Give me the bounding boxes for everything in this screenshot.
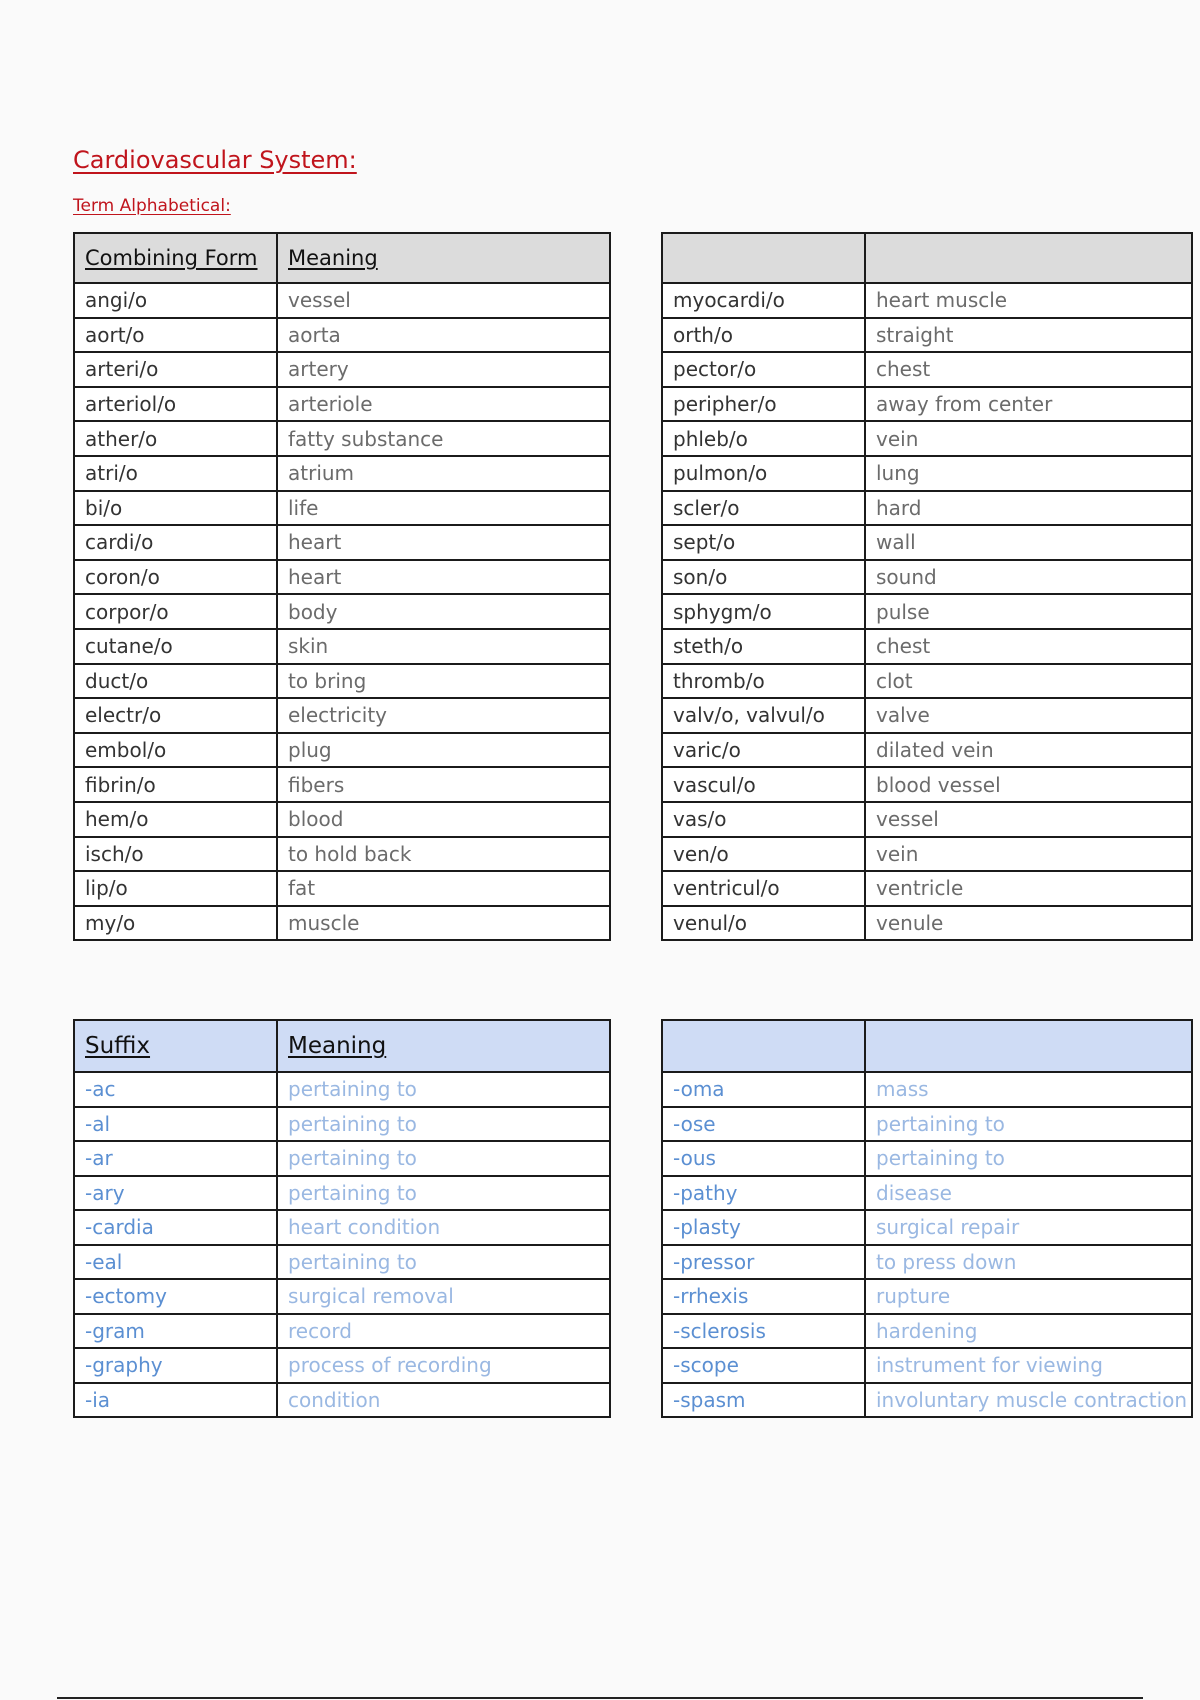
table-row bbox=[662, 767, 1192, 802]
term-cell: bi/o bbox=[74, 491, 277, 526]
column-header-combining-form: Combining Form bbox=[74, 233, 277, 283]
term-cell: embol/o bbox=[74, 733, 277, 768]
table-row bbox=[662, 352, 1192, 387]
table-row bbox=[74, 352, 610, 387]
table-row bbox=[74, 1279, 610, 1314]
meaning-cell: electricity bbox=[277, 698, 610, 733]
term-cell: pulmon/o bbox=[662, 456, 865, 491]
term-cell: sept/o bbox=[662, 525, 865, 560]
term-cell: angi/o bbox=[74, 283, 277, 318]
meaning-cell: to hold back bbox=[277, 837, 610, 872]
table-row bbox=[662, 1141, 1192, 1176]
term-cell: atri/o bbox=[74, 456, 277, 491]
meaning-cell: blood vessel bbox=[865, 767, 1192, 802]
table-row bbox=[74, 802, 610, 837]
meaning-cell: surgical repair bbox=[865, 1210, 1192, 1245]
meaning-cell: blood bbox=[277, 802, 610, 837]
table-row bbox=[662, 1072, 1192, 1107]
column-header-meaning: Meaning bbox=[277, 233, 610, 283]
term-cell: coron/o bbox=[74, 560, 277, 595]
table-row bbox=[74, 733, 610, 768]
table-header-row bbox=[74, 1020, 610, 1072]
meaning-cell: body bbox=[277, 594, 610, 629]
table-row bbox=[662, 387, 1192, 422]
meaning-cell: arteriole bbox=[277, 387, 610, 422]
meaning-cell: aorta bbox=[277, 318, 610, 353]
table-row bbox=[662, 456, 1192, 491]
table-row bbox=[662, 1314, 1192, 1349]
term-cell: corpor/o bbox=[74, 594, 277, 629]
meaning-cell: vessel bbox=[865, 802, 1192, 837]
term-cell: -eal bbox=[74, 1245, 277, 1280]
table-row bbox=[662, 802, 1192, 837]
term-cell: electr/o bbox=[74, 698, 277, 733]
term-cell: scler/o bbox=[662, 491, 865, 526]
meaning-cell: hard bbox=[865, 491, 1192, 526]
term-cell: steth/o bbox=[662, 629, 865, 664]
term-cell: -oma bbox=[662, 1072, 865, 1107]
meaning-cell: surgical removal bbox=[277, 1279, 610, 1314]
meaning-cell: clot bbox=[865, 664, 1192, 699]
term-cell: isch/o bbox=[74, 837, 277, 872]
table-row bbox=[662, 871, 1192, 906]
term-cell: -pressor bbox=[662, 1245, 865, 1280]
meaning-cell: pertaining to bbox=[277, 1072, 610, 1107]
table-row bbox=[662, 283, 1192, 318]
column-header-empty bbox=[662, 1020, 865, 1072]
table-row bbox=[662, 1176, 1192, 1211]
table-row bbox=[662, 906, 1192, 941]
page-title: Cardiovascular System: bbox=[73, 146, 357, 174]
meaning-cell: skin bbox=[277, 629, 610, 664]
term-cell: cutane/o bbox=[74, 629, 277, 664]
term-cell: ather/o bbox=[74, 421, 277, 456]
table-row bbox=[662, 1348, 1192, 1383]
term-cell: -ac bbox=[74, 1072, 277, 1107]
table-row bbox=[662, 837, 1192, 872]
term-cell: -cardia bbox=[74, 1210, 277, 1245]
meaning-cell: pertaining to bbox=[865, 1141, 1192, 1176]
table-row bbox=[74, 421, 610, 456]
term-cell: -graphy bbox=[74, 1348, 277, 1383]
term-cell: -ia bbox=[74, 1383, 277, 1418]
term-cell: aort/o bbox=[74, 318, 277, 353]
table-row bbox=[74, 906, 610, 941]
column-header-meaning: Meaning bbox=[277, 1020, 610, 1072]
table-row bbox=[74, 283, 610, 318]
table-row bbox=[662, 1107, 1192, 1142]
meaning-cell: disease bbox=[865, 1176, 1192, 1211]
meaning-cell: valve bbox=[865, 698, 1192, 733]
term-cell: vas/o bbox=[662, 802, 865, 837]
term-cell: arteri/o bbox=[74, 352, 277, 387]
meaning-cell: ventricle bbox=[865, 871, 1192, 906]
table-row bbox=[74, 318, 610, 353]
column-header-empty bbox=[865, 233, 1192, 283]
meaning-cell: vein bbox=[865, 837, 1192, 872]
term-cell: valv/o, valvul/o bbox=[662, 698, 865, 733]
meaning-cell: sound bbox=[865, 560, 1192, 595]
term-cell: -ous bbox=[662, 1141, 865, 1176]
table-row bbox=[662, 525, 1192, 560]
combining-form-table-right bbox=[661, 232, 1193, 941]
term-cell: peripher/o bbox=[662, 387, 865, 422]
table-row bbox=[662, 491, 1192, 526]
meaning-cell: dilated vein bbox=[865, 733, 1192, 768]
term-cell: -plasty bbox=[662, 1210, 865, 1245]
table-row bbox=[74, 1383, 610, 1418]
term-cell: orth/o bbox=[662, 318, 865, 353]
table-row bbox=[74, 491, 610, 526]
meaning-cell: rupture bbox=[865, 1279, 1192, 1314]
meaning-cell: lung bbox=[865, 456, 1192, 491]
term-cell: varic/o bbox=[662, 733, 865, 768]
table-row bbox=[74, 698, 610, 733]
term-cell: -scope bbox=[662, 1348, 865, 1383]
term-cell: ven/o bbox=[662, 837, 865, 872]
table-row bbox=[662, 1279, 1192, 1314]
table-row bbox=[74, 1072, 610, 1107]
combining-form-table-left bbox=[73, 232, 611, 941]
meaning-cell: to bring bbox=[277, 664, 610, 699]
term-cell: hem/o bbox=[74, 802, 277, 837]
meaning-cell: pertaining to bbox=[277, 1141, 610, 1176]
meaning-cell: pertaining to bbox=[277, 1245, 610, 1280]
table-row bbox=[662, 1210, 1192, 1245]
term-cell: thromb/o bbox=[662, 664, 865, 699]
table-row bbox=[662, 318, 1192, 353]
meaning-cell: record bbox=[277, 1314, 610, 1349]
table-row bbox=[74, 525, 610, 560]
term-cell: phleb/o bbox=[662, 421, 865, 456]
table-row bbox=[74, 1348, 610, 1383]
meaning-cell: fibers bbox=[277, 767, 610, 802]
table-header-row bbox=[662, 1020, 1192, 1072]
meaning-cell: straight bbox=[865, 318, 1192, 353]
meaning-cell: wall bbox=[865, 525, 1192, 560]
table-row bbox=[662, 698, 1192, 733]
meaning-cell: muscle bbox=[277, 906, 610, 941]
term-cell: -ary bbox=[74, 1176, 277, 1211]
suffix-table-left bbox=[73, 1019, 611, 1418]
term-cell: ventricul/o bbox=[662, 871, 865, 906]
term-cell: lip/o bbox=[74, 871, 277, 906]
table-row bbox=[74, 664, 610, 699]
meaning-cell: condition bbox=[277, 1383, 610, 1418]
meaning-cell: instrument for viewing bbox=[865, 1348, 1192, 1383]
meaning-cell: pertaining to bbox=[865, 1107, 1192, 1142]
term-cell: duct/o bbox=[74, 664, 277, 699]
meaning-cell: pertaining to bbox=[277, 1107, 610, 1142]
meaning-cell: pulse bbox=[865, 594, 1192, 629]
term-cell: -sclerosis bbox=[662, 1314, 865, 1349]
term-cell: myocardi/o bbox=[662, 283, 865, 318]
table-row bbox=[662, 664, 1192, 699]
meaning-cell: life bbox=[277, 491, 610, 526]
meaning-cell: heart bbox=[277, 525, 610, 560]
term-cell: my/o bbox=[74, 906, 277, 941]
meaning-cell: fatty substance bbox=[277, 421, 610, 456]
table-row bbox=[74, 594, 610, 629]
term-cell: -rrhexis bbox=[662, 1279, 865, 1314]
table-row bbox=[74, 767, 610, 802]
table-row bbox=[662, 1383, 1192, 1418]
table-row bbox=[74, 1141, 610, 1176]
table-header-row bbox=[662, 233, 1192, 283]
section-subtitle: Term Alphabetical: bbox=[73, 196, 231, 216]
table-row bbox=[74, 629, 610, 664]
meaning-cell: heart muscle bbox=[865, 283, 1192, 318]
meaning-cell: plug bbox=[277, 733, 610, 768]
column-header-empty bbox=[662, 233, 865, 283]
meaning-cell: pertaining to bbox=[277, 1176, 610, 1211]
suffix-table-right bbox=[661, 1019, 1193, 1418]
term-cell: son/o bbox=[662, 560, 865, 595]
term-cell: vascul/o bbox=[662, 767, 865, 802]
footer-divider bbox=[57, 1697, 1143, 1699]
table-row bbox=[662, 629, 1192, 664]
meaning-cell: heart condition bbox=[277, 1210, 610, 1245]
meaning-cell: chest bbox=[865, 352, 1192, 387]
meaning-cell: vessel bbox=[277, 283, 610, 318]
term-cell: -ectomy bbox=[74, 1279, 277, 1314]
term-cell: sphygm/o bbox=[662, 594, 865, 629]
meaning-cell: atrium bbox=[277, 456, 610, 491]
meaning-cell: artery bbox=[277, 352, 610, 387]
term-cell: -pathy bbox=[662, 1176, 865, 1211]
table-row bbox=[74, 1314, 610, 1349]
table-row bbox=[74, 1210, 610, 1245]
table-row bbox=[662, 1245, 1192, 1280]
table-row bbox=[662, 594, 1192, 629]
term-cell: pector/o bbox=[662, 352, 865, 387]
term-cell: -gram bbox=[74, 1314, 277, 1349]
meaning-cell: fat bbox=[277, 871, 610, 906]
table-row bbox=[74, 560, 610, 595]
table-row bbox=[74, 1107, 610, 1142]
meaning-cell: to press down bbox=[865, 1245, 1192, 1280]
table-row bbox=[74, 387, 610, 422]
table-row bbox=[662, 421, 1192, 456]
meaning-cell: chest bbox=[865, 629, 1192, 664]
table-row bbox=[74, 1245, 610, 1280]
term-cell: cardi/o bbox=[74, 525, 277, 560]
meaning-cell: hardening bbox=[865, 1314, 1192, 1349]
meaning-cell: involuntary muscle contraction bbox=[865, 1383, 1192, 1418]
term-cell: venul/o bbox=[662, 906, 865, 941]
column-header-suffix: Suffix bbox=[74, 1020, 277, 1072]
meaning-cell: vein bbox=[865, 421, 1192, 456]
column-header-empty bbox=[865, 1020, 1192, 1072]
term-cell: -ar bbox=[74, 1141, 277, 1176]
table-header-row bbox=[74, 233, 610, 283]
meaning-cell: mass bbox=[865, 1072, 1192, 1107]
term-cell: arteriol/o bbox=[74, 387, 277, 422]
term-cell: fibrin/o bbox=[74, 767, 277, 802]
meaning-cell: process of recording bbox=[277, 1348, 610, 1383]
term-cell: -al bbox=[74, 1107, 277, 1142]
meaning-cell: venule bbox=[865, 906, 1192, 941]
term-cell: -ose bbox=[662, 1107, 865, 1142]
table-row bbox=[74, 1176, 610, 1211]
meaning-cell: away from center bbox=[865, 387, 1192, 422]
meaning-cell: heart bbox=[277, 560, 610, 595]
table-row bbox=[74, 456, 610, 491]
term-cell: -spasm bbox=[662, 1383, 865, 1418]
table-row bbox=[74, 871, 610, 906]
table-row bbox=[74, 837, 610, 872]
table-row bbox=[662, 733, 1192, 768]
table-row bbox=[662, 560, 1192, 595]
